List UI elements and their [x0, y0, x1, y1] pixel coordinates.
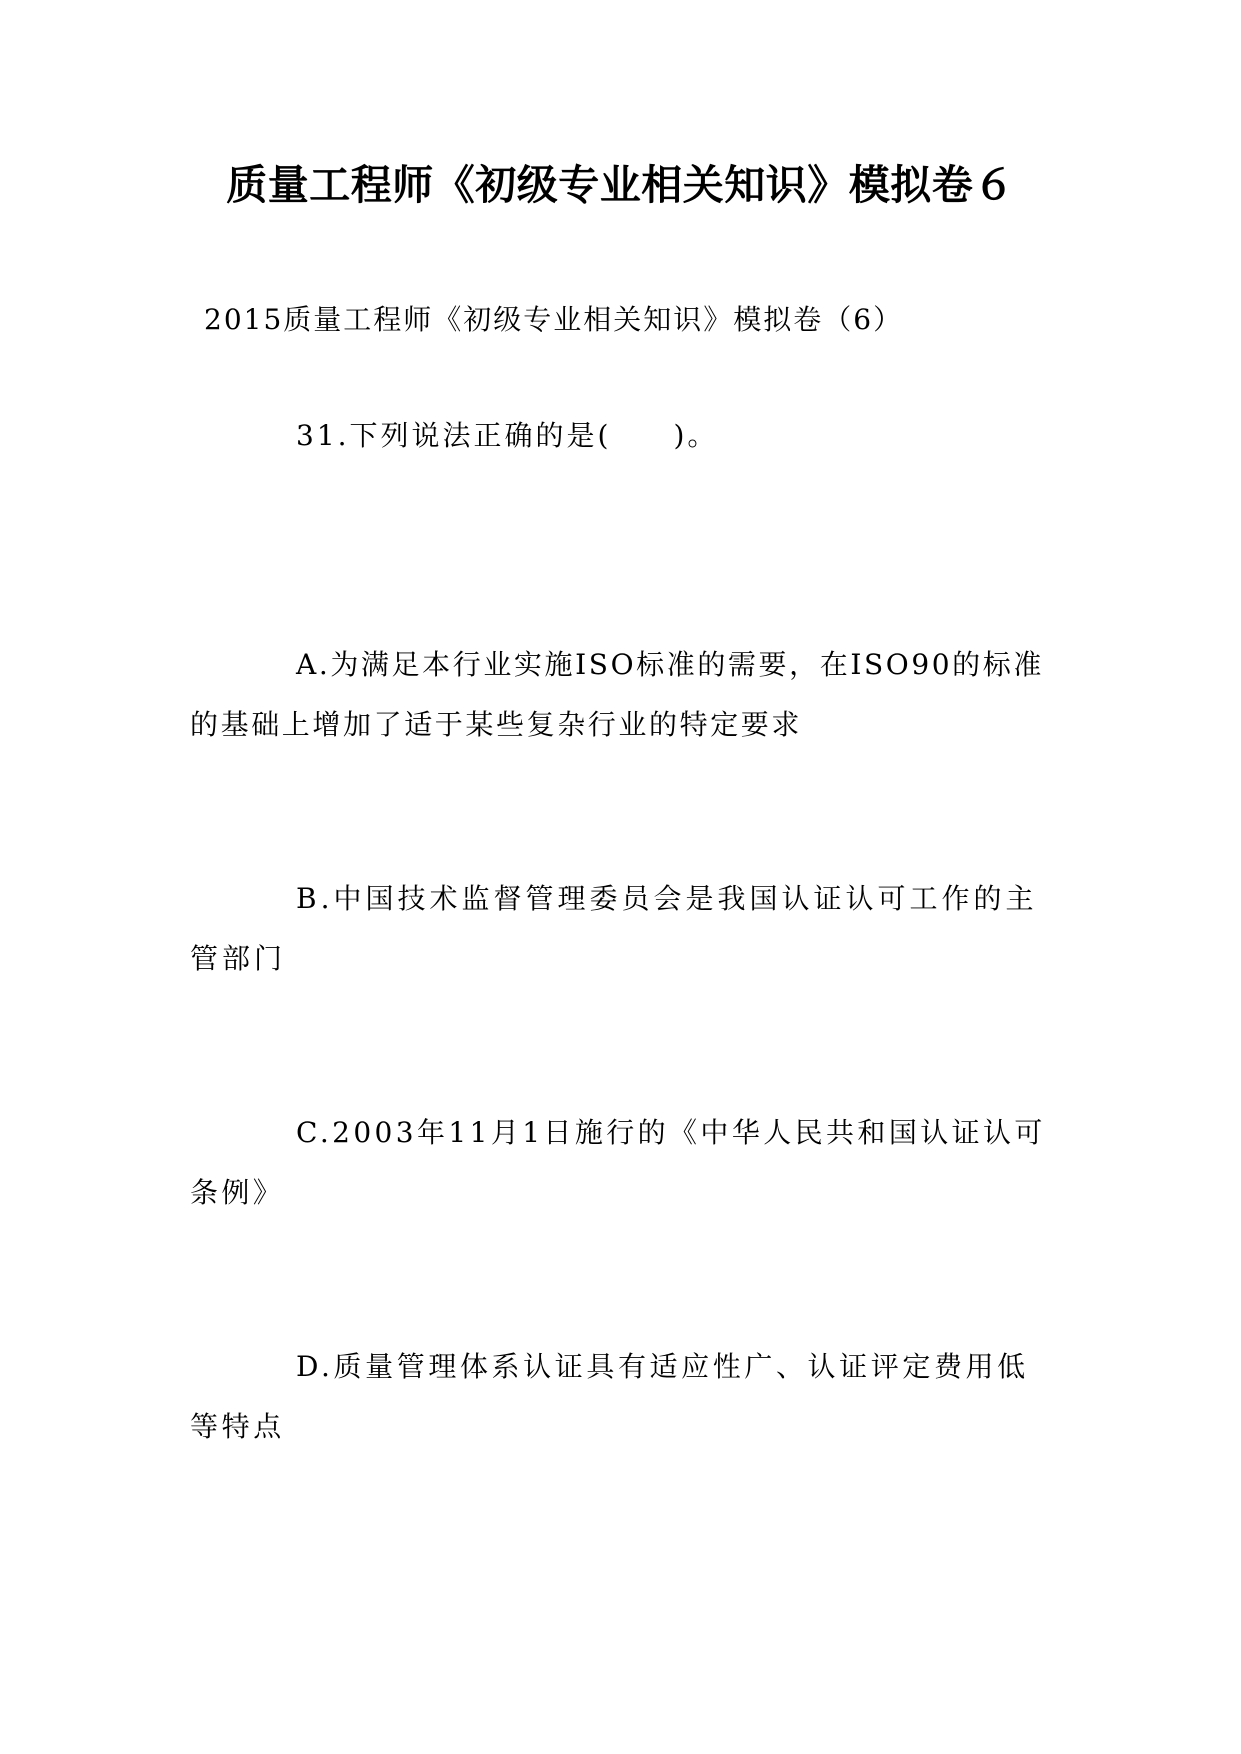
option-c: C.2003年11月1日施行的《中华人民共和国认证认可条例》	[190, 1116, 1046, 1209]
document-title: 质量工程师《初级专业相关知识》模拟卷６	[226, 161, 1015, 209]
question-stem: 31.下列说法正确的是( )。	[296, 419, 719, 452]
document-subtitle: 2015质量工程师《初级专业相关知识》模拟卷（6）	[204, 303, 904, 336]
option-b: B.中国技术监督管理委员会是我国认证认可工作的主管部门	[190, 882, 1038, 975]
option-a: A.为满足本行业实施ISO标准的需要，在ISO90的标准的基础上增加了适于某些复杂行业的特定要求	[190, 648, 1044, 741]
option-d: D.质量管理体系认证具有适应性广、认证评定费用低等特点	[190, 1350, 1029, 1443]
